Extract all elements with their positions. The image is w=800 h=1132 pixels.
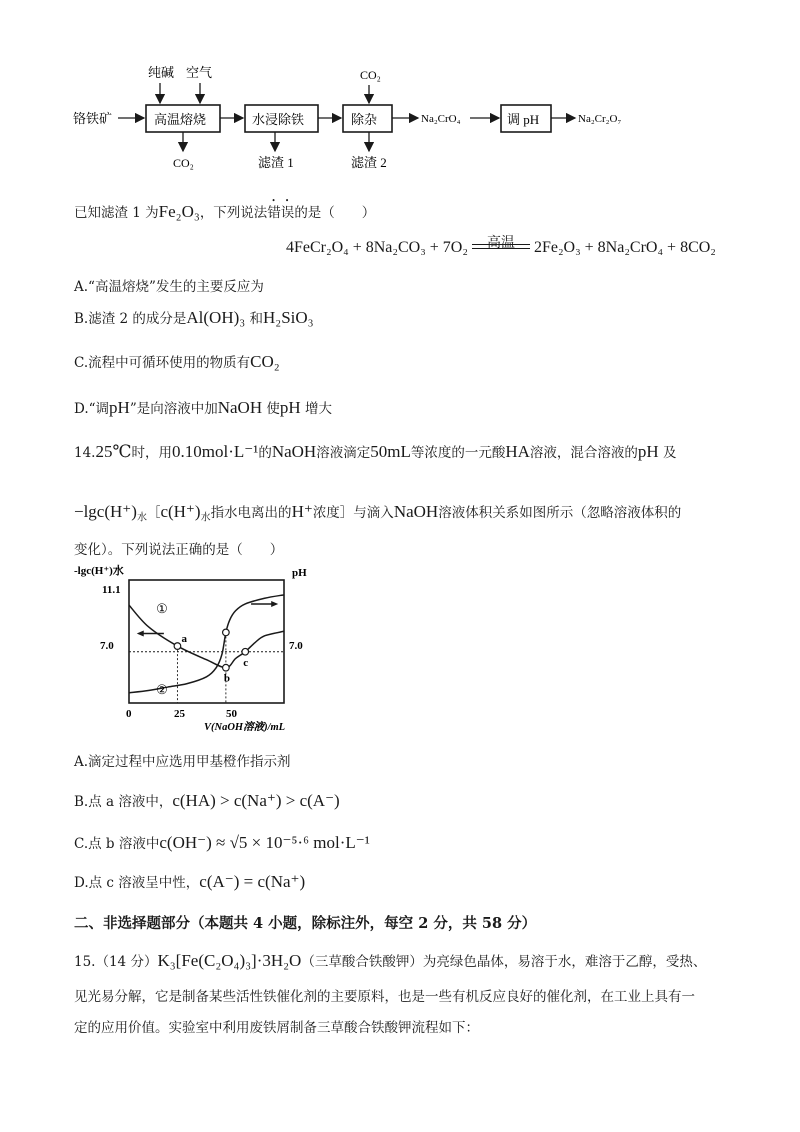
point-a	[174, 643, 181, 650]
curve-2	[129, 595, 284, 693]
x-tick-50: 50	[226, 708, 237, 720]
output-residue-2: 滤渣 2	[351, 155, 387, 170]
box-purify-label: 除杂	[351, 112, 378, 127]
raw-material: 铬铁矿	[73, 111, 113, 126]
q15-line3: 定的应用价值。实验室中利用废铁屑制备三草酸合铁酸钾流程如下：	[74, 1020, 479, 1036]
curve-1	[129, 605, 284, 668]
arrow-left-head	[137, 631, 144, 637]
reaction-condition: 高温	[486, 235, 515, 251]
section-2-title: 二、非选择题部分（本题共 4 小题，除标注外，每空 2 分，共 58 分）	[74, 915, 537, 932]
point-c-label: c	[243, 656, 249, 669]
q13-option-d: D.“调pH”是向溶液中加NaOH 使pH 增大	[74, 398, 332, 417]
point-b-label: b	[223, 672, 230, 685]
left-tick-11-1: 11.1	[102, 584, 121, 596]
right-axis-label: pH	[292, 567, 307, 579]
input-soda-ash: 纯碱	[148, 65, 175, 80]
q14-stem-line3: 变化）。下列说法正确的是（ ）	[74, 542, 284, 558]
curve-label-1: ①	[156, 601, 168, 617]
q13-option-c: C.流程中可循环使用的物质有CO₂	[74, 352, 280, 371]
q14-option-a: A.滴定过程中应选用甲基橙作指示剂	[74, 754, 291, 770]
product-na2cro4: Na₂CrO₄	[421, 113, 461, 125]
box-ph-label: 调 pH	[507, 112, 540, 127]
q13-option-b: B.滤渣 2 的成分是Al(OH)₃ 和H₂SiO₃	[74, 308, 314, 327]
output-co2: CO₂	[173, 156, 194, 170]
point-b	[223, 664, 230, 671]
product-na2cr2o7: Na₂Cr₂O₇	[578, 113, 622, 125]
q14-option-c: C.点 b 溶液中c(OH⁻) ≈ √5 × 10⁻⁵·⁶ mol·L⁻¹	[74, 833, 370, 852]
q14-stem-line2: $-\lg c(H^+)_水[c(H^+)_水$指水电离出的H⁺浓度］与滴入NaOH溶液体积关系如图所示（忽略溶液体积的	[74, 502, 682, 524]
right-tick-7-0: 7.0	[289, 640, 303, 652]
q14-stem-line1: 14.25℃时，用0.10mol·L⁻¹的NaOH溶液滴定50mL等浓度的一元酸HA溶液，混合溶液的pH 及	[74, 442, 677, 461]
box-leach-label: 水浸除铁	[252, 112, 305, 127]
point-a-label: a	[181, 633, 187, 646]
input-co2: CO₂	[360, 68, 381, 82]
q14-option-d: D.点 c 溶液呈中性，c(A⁻) = c(Na⁺)	[74, 872, 306, 891]
x-axis-label: V(NaOH溶液)/mL	[204, 722, 286, 733]
input-air: 空气	[186, 65, 213, 80]
x-tick-25: 25	[174, 708, 185, 720]
left-axis-label: -lgc(H⁺)水	[74, 565, 124, 577]
q13-option-a: A.“高温熔烧”发生的主要反应为	[74, 279, 264, 295]
left-tick-7-0: 7.0	[100, 640, 114, 652]
titration-chart	[74, 560, 334, 740]
q13-reaction-equation: 4FeCr₂O₄ + 8Na₂CO₃ + 7O₂ 高温 2Fe₂O₃ + 8Na₂CrO₄ + 8CO₂	[286, 239, 716, 257]
q15-line2: 见光易分解，它是制备某些活性铁催化剂的主要原料，也是一些有机反应良好的催化剂，在工业上具有一	[74, 989, 695, 1005]
q15-line1: 15.（14 分）K₃[Fe(C₂O₄)₃]·3H₂O（三草酸合铁酸钾）为亮绿色晶体，易溶于水，难溶于乙醇，受热、	[74, 951, 707, 970]
q13-stem: 已知滤渣 1 为Fe₂O₃，下列说法错误的是（ ）	[74, 202, 376, 221]
point-equivalence	[223, 629, 230, 636]
output-residue-1: 滤渣 1	[258, 155, 294, 170]
curve-label-2: ②	[156, 681, 168, 697]
box-roasting-label: 高温熔烧	[154, 112, 207, 127]
point-c	[242, 648, 249, 655]
q14-option-b: B.点 a 溶液中，c(HA) > c(Na⁺) > c(A⁻)	[74, 791, 340, 810]
process-flow-diagram	[0, 55, 800, 175]
x-tick-0: 0	[126, 708, 132, 720]
arrow-right-head	[271, 601, 278, 607]
